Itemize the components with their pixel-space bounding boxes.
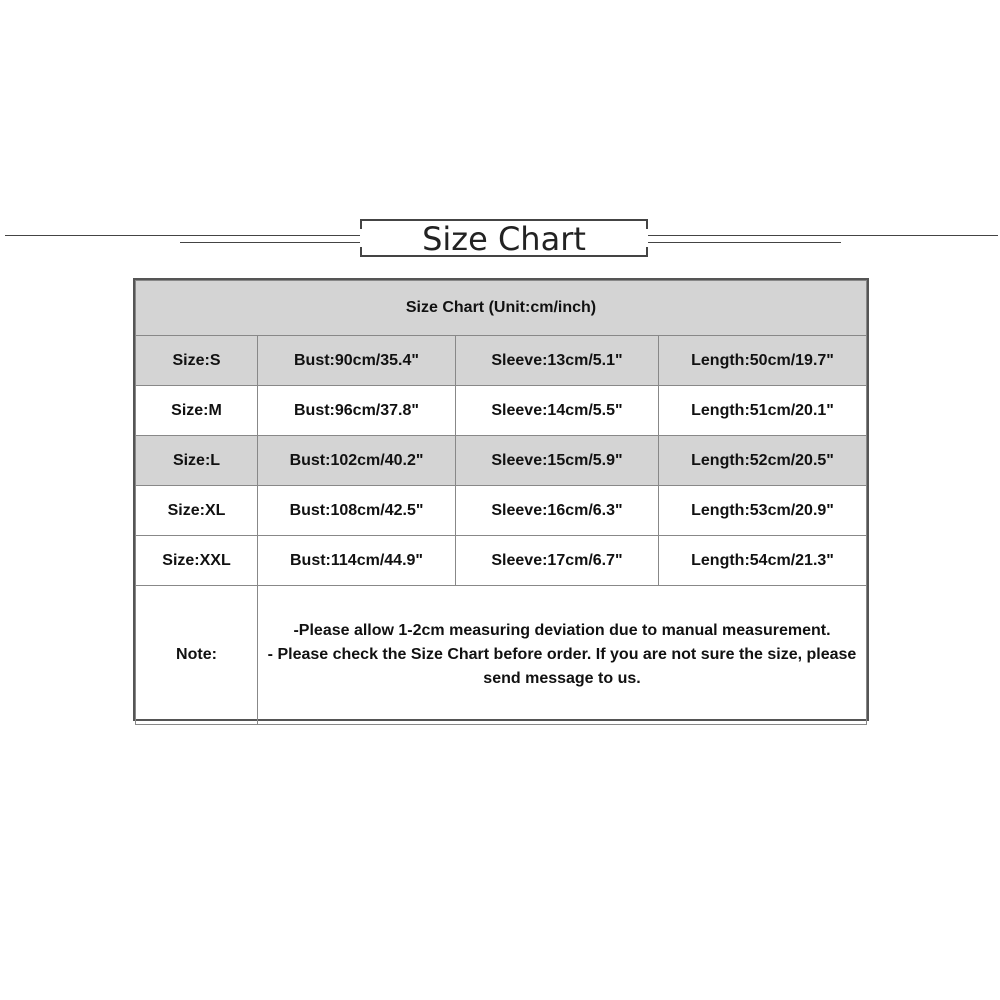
size-cell: Size:L (136, 436, 258, 486)
sleeve-cell: Sleeve:13cm/5.1" (456, 336, 659, 386)
note-line: -Please allow 1-2cm measuring deviation due to manual measurement. (293, 622, 831, 639)
header-rule-right-short (648, 242, 841, 243)
sleeve-cell: Sleeve:16cm/6.3" (456, 486, 659, 536)
size-cell: Size:M (136, 386, 258, 436)
length-cell: Length:52cm/20.5" (659, 436, 867, 486)
size-cell: Size:XL (136, 486, 258, 536)
table-row (136, 536, 867, 586)
bust-cell: Bust:96cm/37.8" (258, 386, 456, 436)
size-cell: Size:XXL (136, 536, 258, 586)
table-row (136, 336, 867, 386)
table-row (136, 436, 867, 486)
bust-cell: Bust:90cm/35.4" (258, 336, 456, 386)
table-caption: Size Chart (Unit:cm/inch) (136, 281, 867, 336)
length-cell: Length:50cm/19.7" (659, 336, 867, 386)
bust-cell: Bust:114cm/44.9" (258, 536, 456, 586)
header-rule-left-short (180, 242, 360, 243)
size-cell: Size:S (136, 336, 258, 386)
note-row (136, 586, 867, 725)
length-cell: Length:51cm/20.1" (659, 386, 867, 436)
sleeve-cell: Sleeve:17cm/6.7" (456, 536, 659, 586)
title-frame (360, 219, 648, 257)
note-label: Note: (136, 586, 258, 725)
table-row (136, 486, 867, 536)
length-cell: Length:54cm/21.3" (659, 536, 867, 586)
bust-cell: Bust:102cm/40.2" (258, 436, 456, 486)
size-chart-table (133, 278, 869, 721)
note-content (258, 586, 867, 725)
sleeve-cell: Sleeve:14cm/5.5" (456, 386, 659, 436)
header-rule-left (5, 235, 360, 236)
table-row (136, 386, 867, 436)
note-line: - Please check the Size Chart before order. If you are not sure the size, please send message to us. (267, 646, 857, 687)
page-title: Size Chart (422, 220, 586, 258)
length-cell: Length:53cm/20.9" (659, 486, 867, 536)
header-rule-right (648, 235, 998, 236)
bust-cell: Bust:108cm/42.5" (258, 486, 456, 536)
sleeve-cell: Sleeve:15cm/5.9" (456, 436, 659, 486)
